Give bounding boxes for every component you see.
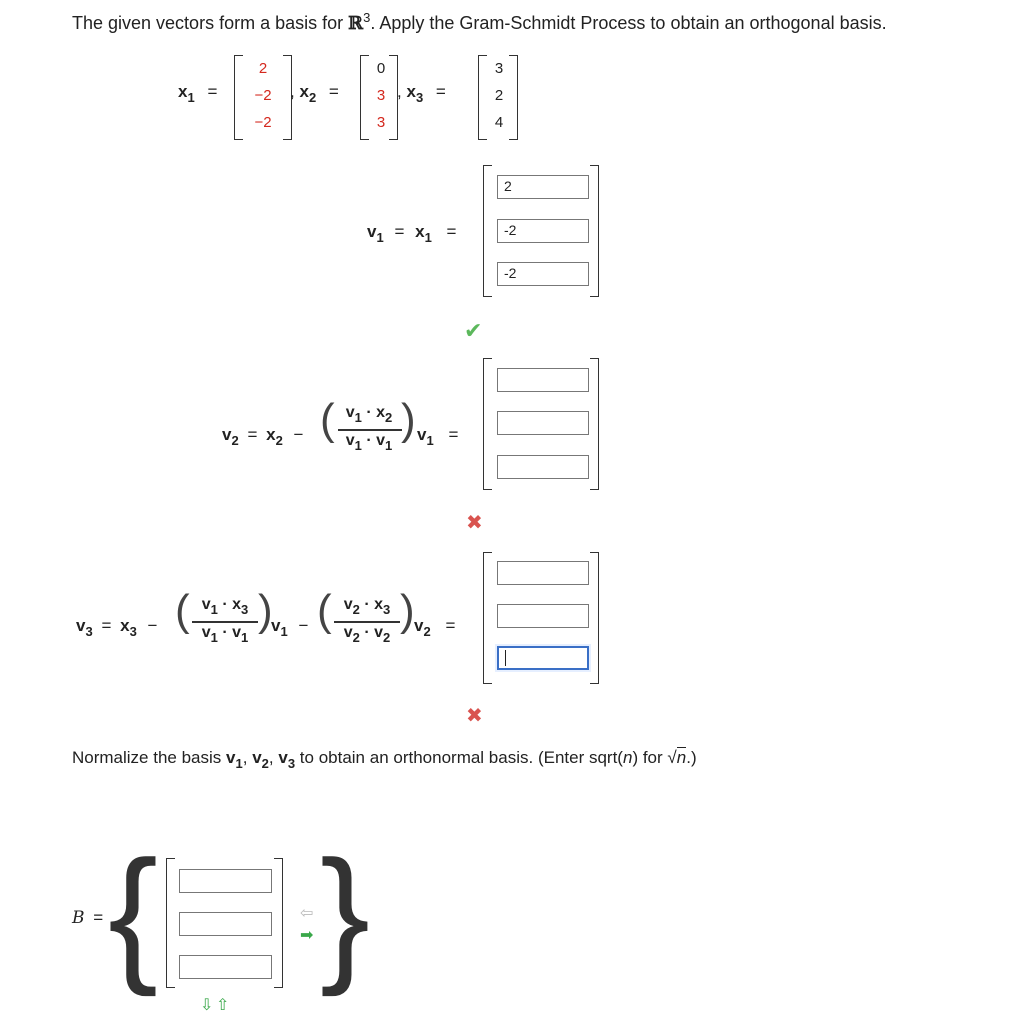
v1-equation: $v_1 = x_1$ = [367,222,457,245]
x3-entry-2: 2 [494,87,504,104]
v3-left-bracket [483,552,492,684]
cross-icon: ✖ [466,512,483,534]
add-column-icon[interactable]: ➡ [300,927,314,944]
basis-input-3[interactable] [179,955,272,979]
v3-right-paren-2: ) [400,586,415,635]
v2-denominator: $v_1 \cdot v_1$ [345,432,393,453]
v3-lhs: $v_3 = x_3$ − [76,616,158,639]
basis-right-brace: } [320,829,371,997]
normalize-instruction: Normalize the basis $v_1$, $v_2$, $v_3$ to obtain an orthonormal basis. (Enter sqrt(n) for √n.) [72,748,697,771]
v3-fraction-line-2 [334,621,400,623]
remove-column-icon[interactable]: ⇦ [300,905,314,922]
x1-entry-2: −2 [254,87,272,104]
dimension-exponent: 3 [363,10,371,25]
v2-lhs: $v_2 = x_2$ − [222,425,304,448]
basis-input-2[interactable] [179,912,272,936]
v3-rhs: $v_2$ = [414,616,456,639]
x1-label: $x_1$ = [178,82,218,105]
x1-left-bracket [234,55,243,140]
problem-statement [72,10,887,34]
x1-entry-3: −2 [254,114,272,131]
v2-left-paren: ( [320,395,335,444]
v2-input-1[interactable] [497,368,589,392]
cross-icon: ✖ [466,705,483,727]
v3-right-paren-1: ) [258,586,273,635]
v3-denominator-1: $v_1 \cdot v_1$ [201,624,249,645]
remove-row-icon[interactable]: ⇧ [216,997,230,1014]
v1-input-2[interactable]: -2 [497,219,589,243]
basis-left-bracket [166,858,175,988]
basis-left-brace: { [108,829,159,997]
basis-input-1[interactable] [179,869,272,893]
x2-entry-3: 3 [376,114,386,131]
v3-input-3[interactable] [497,646,589,670]
v2-right-paren: ) [401,395,416,444]
basis-right-bracket [274,858,283,988]
v2-numerator: $v_1 \cdot x_2$ [345,404,393,425]
real-numbers-symbol: ℝ [348,13,364,34]
basis-label: B = [72,908,104,928]
v2-left-bracket [483,358,492,490]
x1-entry-1: 2 [258,60,268,77]
intro-text-end: . Apply the Gram-Schmidt Process to obtain an orthogonal basis. [370,13,887,33]
v1-left-bracket [483,165,492,297]
v2-input-3[interactable] [497,455,589,479]
x2-entry-1: 0 [376,60,386,77]
v3-mid: $v_1$ − [271,616,309,639]
v3-numerator-2: $v_2 \cdot x_3$ [343,596,391,617]
v3-right-bracket [590,552,599,684]
intro-text: The given vectors form a basis for [72,13,344,33]
v3-denominator-2: $v_2 \cdot v_2$ [343,624,391,645]
v2-rhs: $v_1$ = [417,425,459,448]
check-icon: ✔ [464,318,483,343]
v1-input-1[interactable]: 2 [497,175,589,199]
v2-input-2[interactable] [497,411,589,435]
v2-fraction-line [338,429,402,431]
x3-entry-3: 4 [494,114,504,131]
v1-right-bracket [590,165,599,297]
x3-entry-1: 3 [494,60,504,77]
x3-label: , $x_3$ = [397,82,446,105]
v3-input-2[interactable] [497,604,589,628]
v2-right-bracket [590,358,599,490]
v3-input-1[interactable] [497,561,589,585]
v3-left-paren-2: ( [317,586,332,635]
x2-label: , $x_2$ = [290,82,339,105]
v3-fraction-line-1 [192,621,258,623]
add-row-icon[interactable]: ⇩ [200,997,214,1014]
v1-input-3[interactable]: -2 [497,262,589,286]
text-cursor [505,650,506,666]
v3-left-paren-1: ( [175,586,190,635]
v3-numerator-1: $v_1 \cdot x_3$ [201,596,249,617]
x2-entry-2: 3 [376,87,386,104]
